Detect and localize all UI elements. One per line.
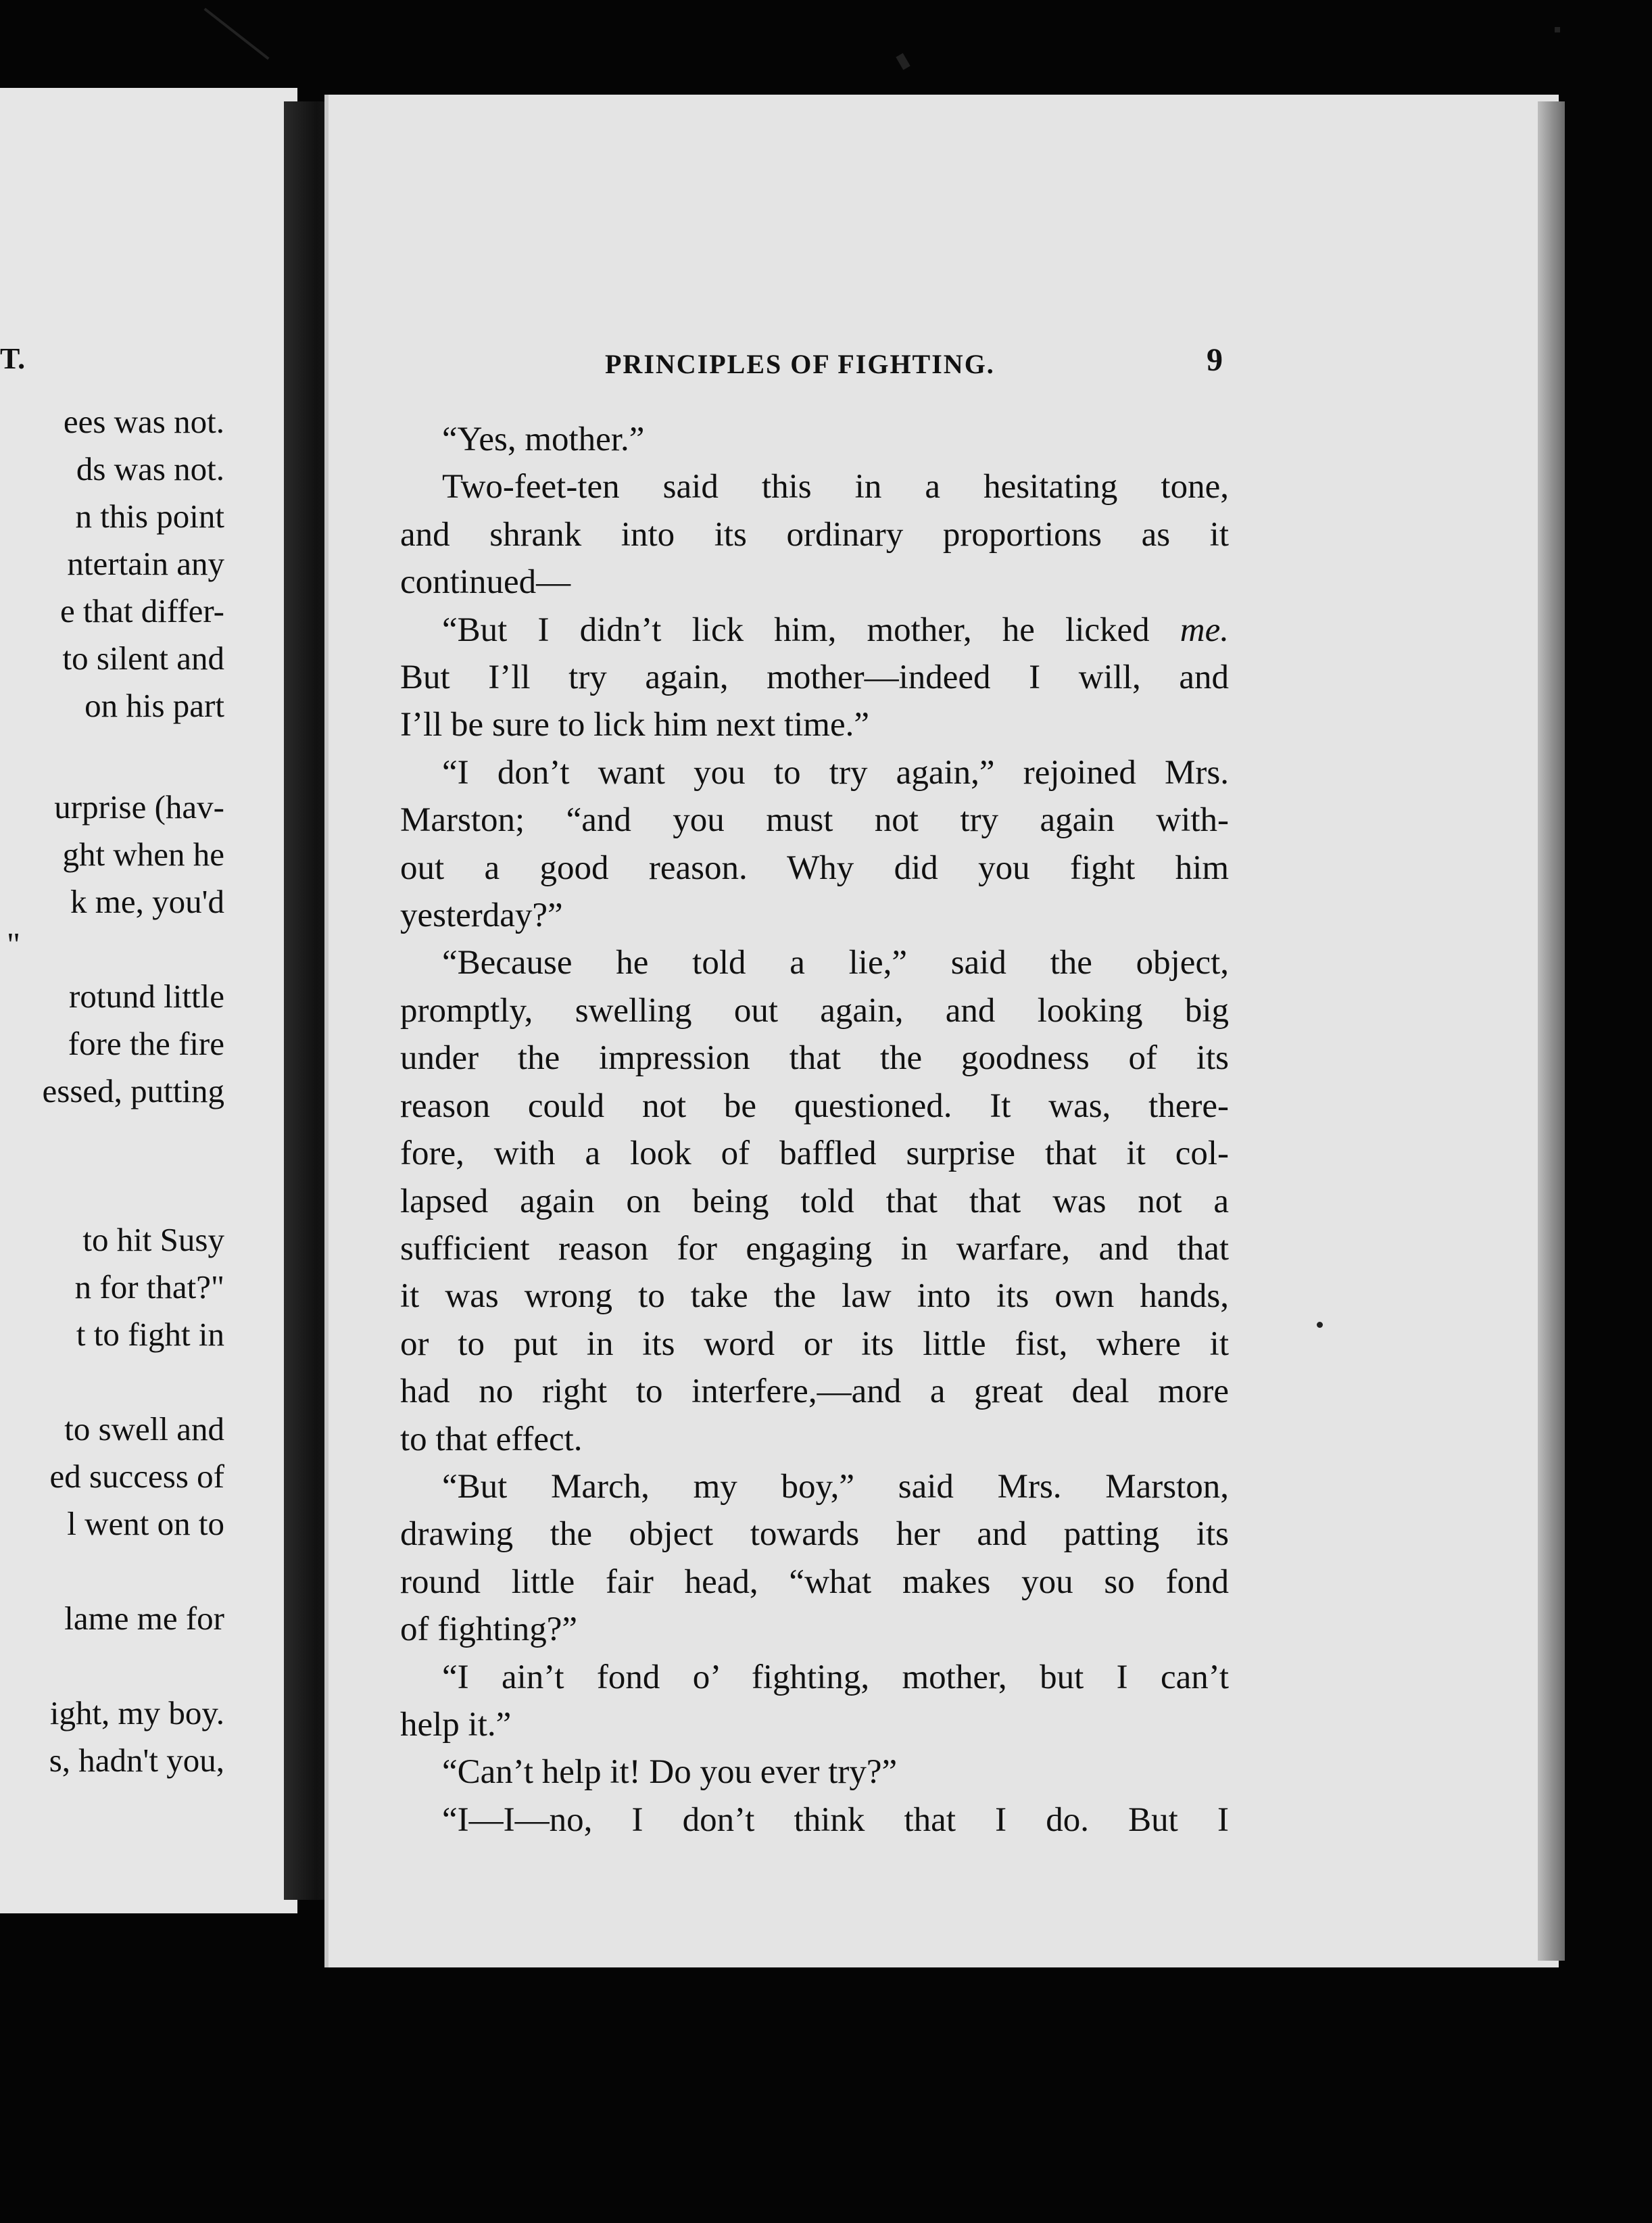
text-line: “But March, my boy,” said Mrs. Marston, xyxy=(442,1467,1229,1506)
running-head: PRINCIPLES OF FIGHTING. xyxy=(605,349,995,379)
left-page-line: ight, my boy. xyxy=(49,1694,224,1731)
left-page-line: ght when he xyxy=(62,836,224,873)
text-line: had no right to interfere,—and a great deal more xyxy=(400,1372,1229,1411)
left-page-line: ed success of xyxy=(49,1458,224,1495)
text-line: “I ain’t fond o’ fighting, mother, but I can’t xyxy=(442,1658,1229,1696)
text-line: or to put in its word or its little fist, where it xyxy=(400,1324,1229,1363)
text-line: I’ll be sure to lick him next time.” xyxy=(400,706,869,744)
scan-scratch-mark xyxy=(203,7,269,59)
text-line: help it.” xyxy=(400,1705,512,1744)
text-line: sufficient reason for engaging in warfare, and that xyxy=(400,1229,1229,1268)
text-line: fore, with a look of baffled surprise that it col- xyxy=(400,1134,1229,1173)
text-line: to that effect. xyxy=(400,1420,583,1458)
left-page-line: l went on to xyxy=(67,1505,224,1542)
scan-speck xyxy=(1317,1322,1323,1328)
italic-emphasis: me. xyxy=(1180,611,1230,649)
text-line: reason could not be questioned. It was, there- xyxy=(400,1086,1229,1125)
left-page-line: urprise (hav- xyxy=(54,788,224,826)
left-page-line: rotund little xyxy=(69,978,224,1015)
left-page-line: fore the fire xyxy=(68,1025,224,1062)
text-line: of fighting?” xyxy=(400,1610,577,1649)
text-line: yesterday?” xyxy=(400,897,563,935)
text-line: and shrank into its ordinary proportions as it xyxy=(400,515,1229,554)
left-page-line: ees was not. xyxy=(63,403,224,440)
scan-speck xyxy=(896,53,910,70)
text-line: it was wrong to take the law into its own hands, xyxy=(400,1277,1229,1316)
page-number: 9 xyxy=(1207,342,1223,378)
left-page-line: lame me for xyxy=(64,1600,224,1637)
page-edge-shadow xyxy=(1538,101,1565,1961)
left-page-line: to silent and xyxy=(62,640,224,677)
scan-speck xyxy=(1555,27,1560,32)
left-page-line: t to fight in xyxy=(76,1316,224,1353)
text-line: Two-feet-ten said this in a hesitating tone, xyxy=(442,468,1229,506)
left-page-header-fragment: T. xyxy=(0,342,26,375)
text-line: under the impression that the goodness of its xyxy=(400,1039,1229,1078)
left-page-line: essed, putting xyxy=(42,1072,224,1109)
left-page-line: n for that?" xyxy=(74,1268,224,1306)
text-line: Marston; “and you must not try again with- xyxy=(400,801,1229,840)
left-page-line: ds was not. xyxy=(76,450,224,487)
left-page-line: s, hadn't you, xyxy=(49,1742,224,1779)
left-page-line: on his part xyxy=(84,687,224,724)
left-page-line: n this point xyxy=(75,498,224,535)
left-page-line: ntertain any xyxy=(67,545,224,582)
text-line: But I’ll try again, mother—indeed I will, and xyxy=(400,659,1229,697)
text-line: round little fair head, “what makes you so fond xyxy=(400,1562,1229,1601)
page-body-text xyxy=(400,416,1229,1844)
text-line: “Can’t help it! Do you ever try?” xyxy=(442,1753,898,1792)
left-page-text xyxy=(0,88,297,1913)
left-page-line: to swell and xyxy=(64,1410,224,1448)
left-page-line: e that differ- xyxy=(60,592,224,629)
text-line: continued— xyxy=(400,563,571,602)
left-facing-page xyxy=(0,88,297,1913)
left-page-line: to hit Susy xyxy=(82,1221,224,1258)
left-page-line: k me, you'd xyxy=(70,883,224,920)
text-line-segment: “But I didn’t lick him, mother, he licked xyxy=(442,611,1150,649)
text-line: lapsed again on being told that that was not a xyxy=(400,1182,1229,1220)
text-line: “I don’t want you to try again,” rejoined Mrs. xyxy=(442,753,1229,792)
text-line: “Yes, mother.” xyxy=(442,421,645,458)
left-page-line: " xyxy=(6,926,20,963)
text-line: out a good reason. Why did you fight him xyxy=(400,848,1229,887)
text-line: drawing the object towards her and patting its xyxy=(400,1515,1229,1554)
text-line: “I—I—no, I don’t think that I do. But I xyxy=(442,1800,1229,1839)
text-line: “Because he told a lie,” said the object, xyxy=(442,944,1229,982)
text-line: promptly, swelling out again, and looking big xyxy=(400,991,1229,1030)
text-line xyxy=(400,606,1229,654)
